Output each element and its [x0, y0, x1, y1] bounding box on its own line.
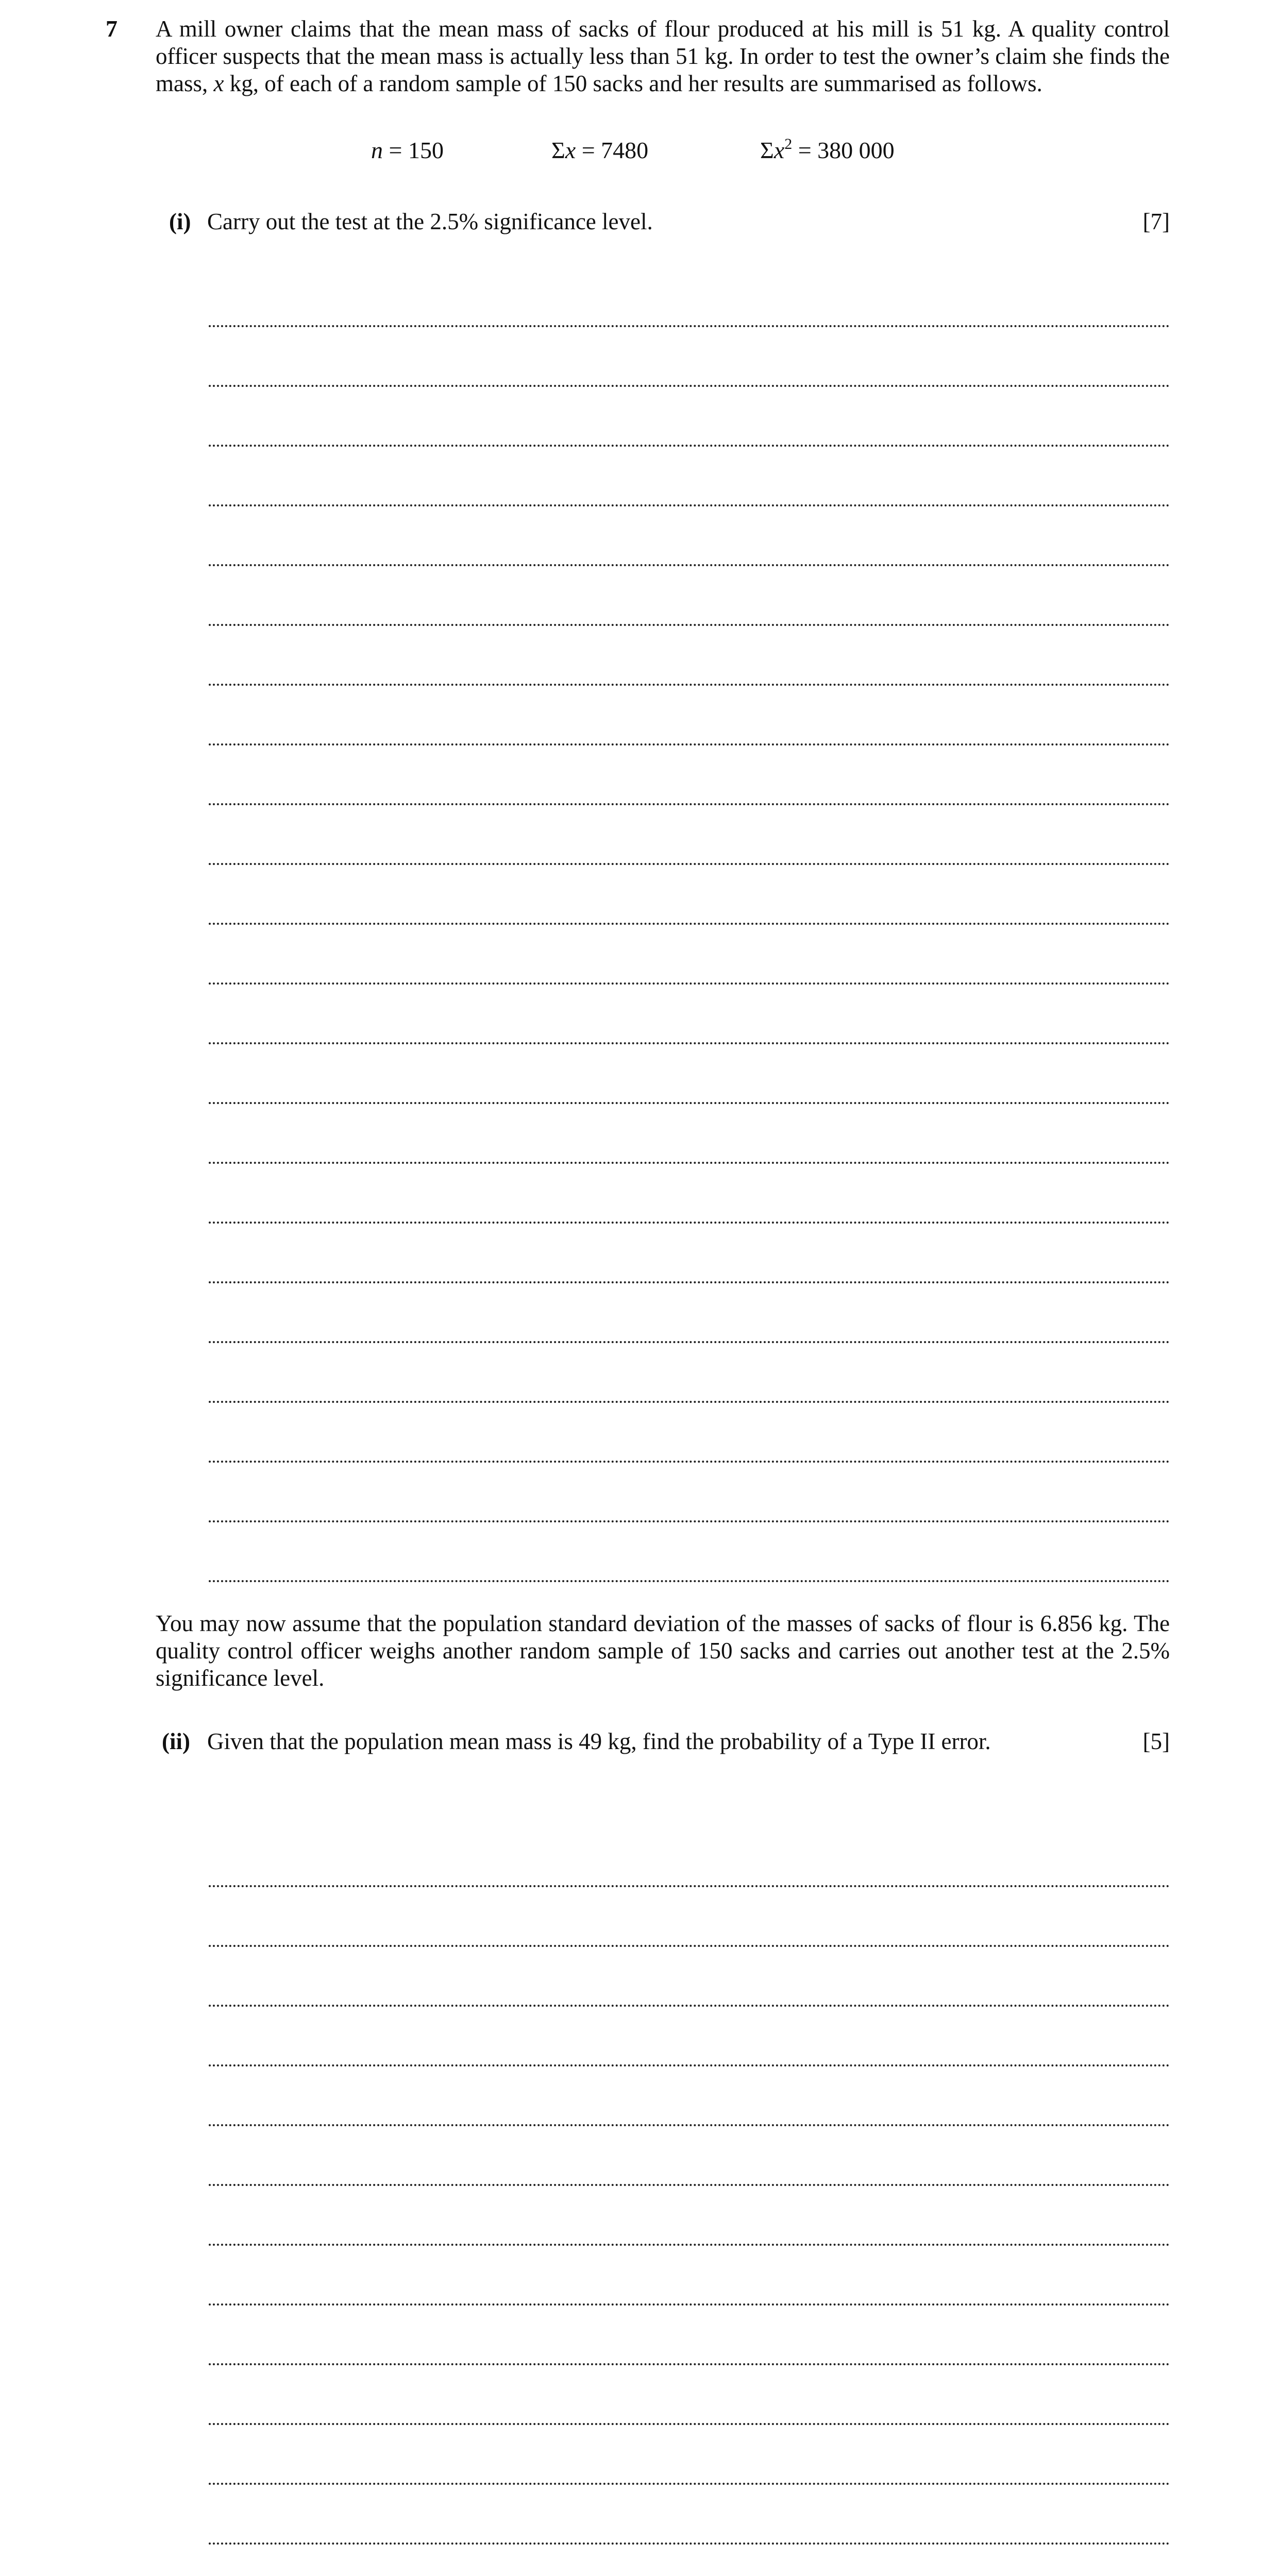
part-ii-text: Given that the population mean mass is 49 kg, find the probability of a Type II error.	[207, 1728, 991, 1754]
part-ii-answer-line[interactable]	[209, 2007, 1170, 2066]
part-i-answer-line[interactable]	[209, 745, 1170, 805]
n-symbol: n	[371, 137, 383, 163]
part-ii-answer-line[interactable]	[209, 2246, 1170, 2306]
part-ii-answer-line[interactable]	[209, 1947, 1170, 2007]
sum-x-value: = 7480	[581, 137, 649, 163]
part-i-heading	[156, 206, 1170, 237]
summary-statistics	[0, 135, 1278, 166]
part-ii-answer-line[interactable]	[209, 2066, 1170, 2126]
part-ii-answer-line[interactable]	[209, 2425, 1170, 2485]
part-i-answer-line[interactable]	[209, 626, 1170, 686]
stat-sample-size	[371, 135, 444, 166]
part-ii-label: (ii)	[162, 1728, 190, 1754]
part-i-answer-line[interactable]	[209, 1283, 1170, 1343]
part-i-answer-line[interactable]	[209, 267, 1170, 327]
sigma-symbol: Σ	[760, 137, 774, 163]
power-two: 2	[784, 135, 793, 152]
part-i-answer-line[interactable]	[209, 447, 1170, 506]
part-i-label: (i)	[169, 209, 191, 234]
part-i-answer-line[interactable]	[209, 925, 1170, 985]
part-i-text: Carry out the test at the 2.5% significance level.	[207, 209, 653, 234]
part-ii-answer-line[interactable]	[209, 2306, 1170, 2365]
part-ii-answer-line[interactable]	[209, 2365, 1170, 2425]
part-i-answer-line[interactable]	[209, 805, 1170, 865]
part-i-answer-line[interactable]	[209, 327, 1170, 387]
sum-x-squared-value: = 380 000	[798, 137, 895, 163]
part-ii-marks: [5]	[1142, 1728, 1170, 1754]
part-i-answer-line[interactable]	[209, 1104, 1170, 1164]
variable-x: x	[213, 71, 224, 96]
x-symbol: x	[773, 137, 785, 163]
part-ii-answer-line[interactable]	[209, 2126, 1170, 2186]
question-intro: A mill owner claims that the mean mass of sacks of flour produced at his mill is 51 kg. A quality control officer suspects that the mean mass is actually less than 51 kg. In order to test the owner’s claim she finds the mass, x kg, of each of a random sample of 150 sacks and her results are summarised as follows.	[156, 16, 1170, 96]
part-i-answer-line[interactable]	[209, 985, 1170, 1044]
sigma-symbol: Σ	[551, 137, 565, 163]
part-ii-answer-line[interactable]	[209, 1887, 1170, 1947]
part-i-answer-area[interactable]	[209, 267, 1170, 1582]
part-ii-answer-line[interactable]	[209, 2186, 1170, 2246]
question-number: 7	[106, 15, 117, 42]
part-i-answer-line[interactable]	[209, 1463, 1170, 1522]
part-ii-answer-line[interactable]	[209, 2485, 1170, 2545]
part-ii-answer-line[interactable]	[209, 2545, 1170, 2576]
part-ii-answer-line[interactable]	[209, 1827, 1170, 1887]
part-i-answer-line[interactable]	[209, 1403, 1170, 1463]
part-i-answer-line[interactable]	[209, 1224, 1170, 1283]
part-i-answer-line[interactable]	[209, 506, 1170, 566]
part-i-answer-line[interactable]	[209, 686, 1170, 745]
part-i-answer-line[interactable]	[209, 387, 1170, 447]
stat-sum-x	[551, 135, 648, 166]
part-i-answer-line[interactable]	[209, 566, 1170, 626]
part-i-answer-line[interactable]	[209, 1343, 1170, 1403]
part-i-marks: [7]	[1142, 209, 1170, 234]
part-i-answer-line[interactable]	[209, 865, 1170, 925]
assumption-paragraph: You may now assume that the population standard deviation of the masses of sacks of flour is 6.856 kg. The quality control officer weighs another random sample of 150 sacks and carries out another test at the 2.5% significance level.	[156, 1611, 1170, 1691]
part-ii-heading	[156, 1726, 1170, 1757]
part-i-answer-line[interactable]	[209, 1522, 1170, 1582]
part-ii-answer-area[interactable]	[209, 1827, 1170, 2576]
x-symbol: x	[565, 137, 576, 163]
part-i-answer-line[interactable]	[209, 1164, 1170, 1224]
part-i-answer-line[interactable]	[209, 1044, 1170, 1104]
stat-sum-x-squared	[760, 135, 895, 166]
n-value: = 150	[389, 137, 444, 163]
